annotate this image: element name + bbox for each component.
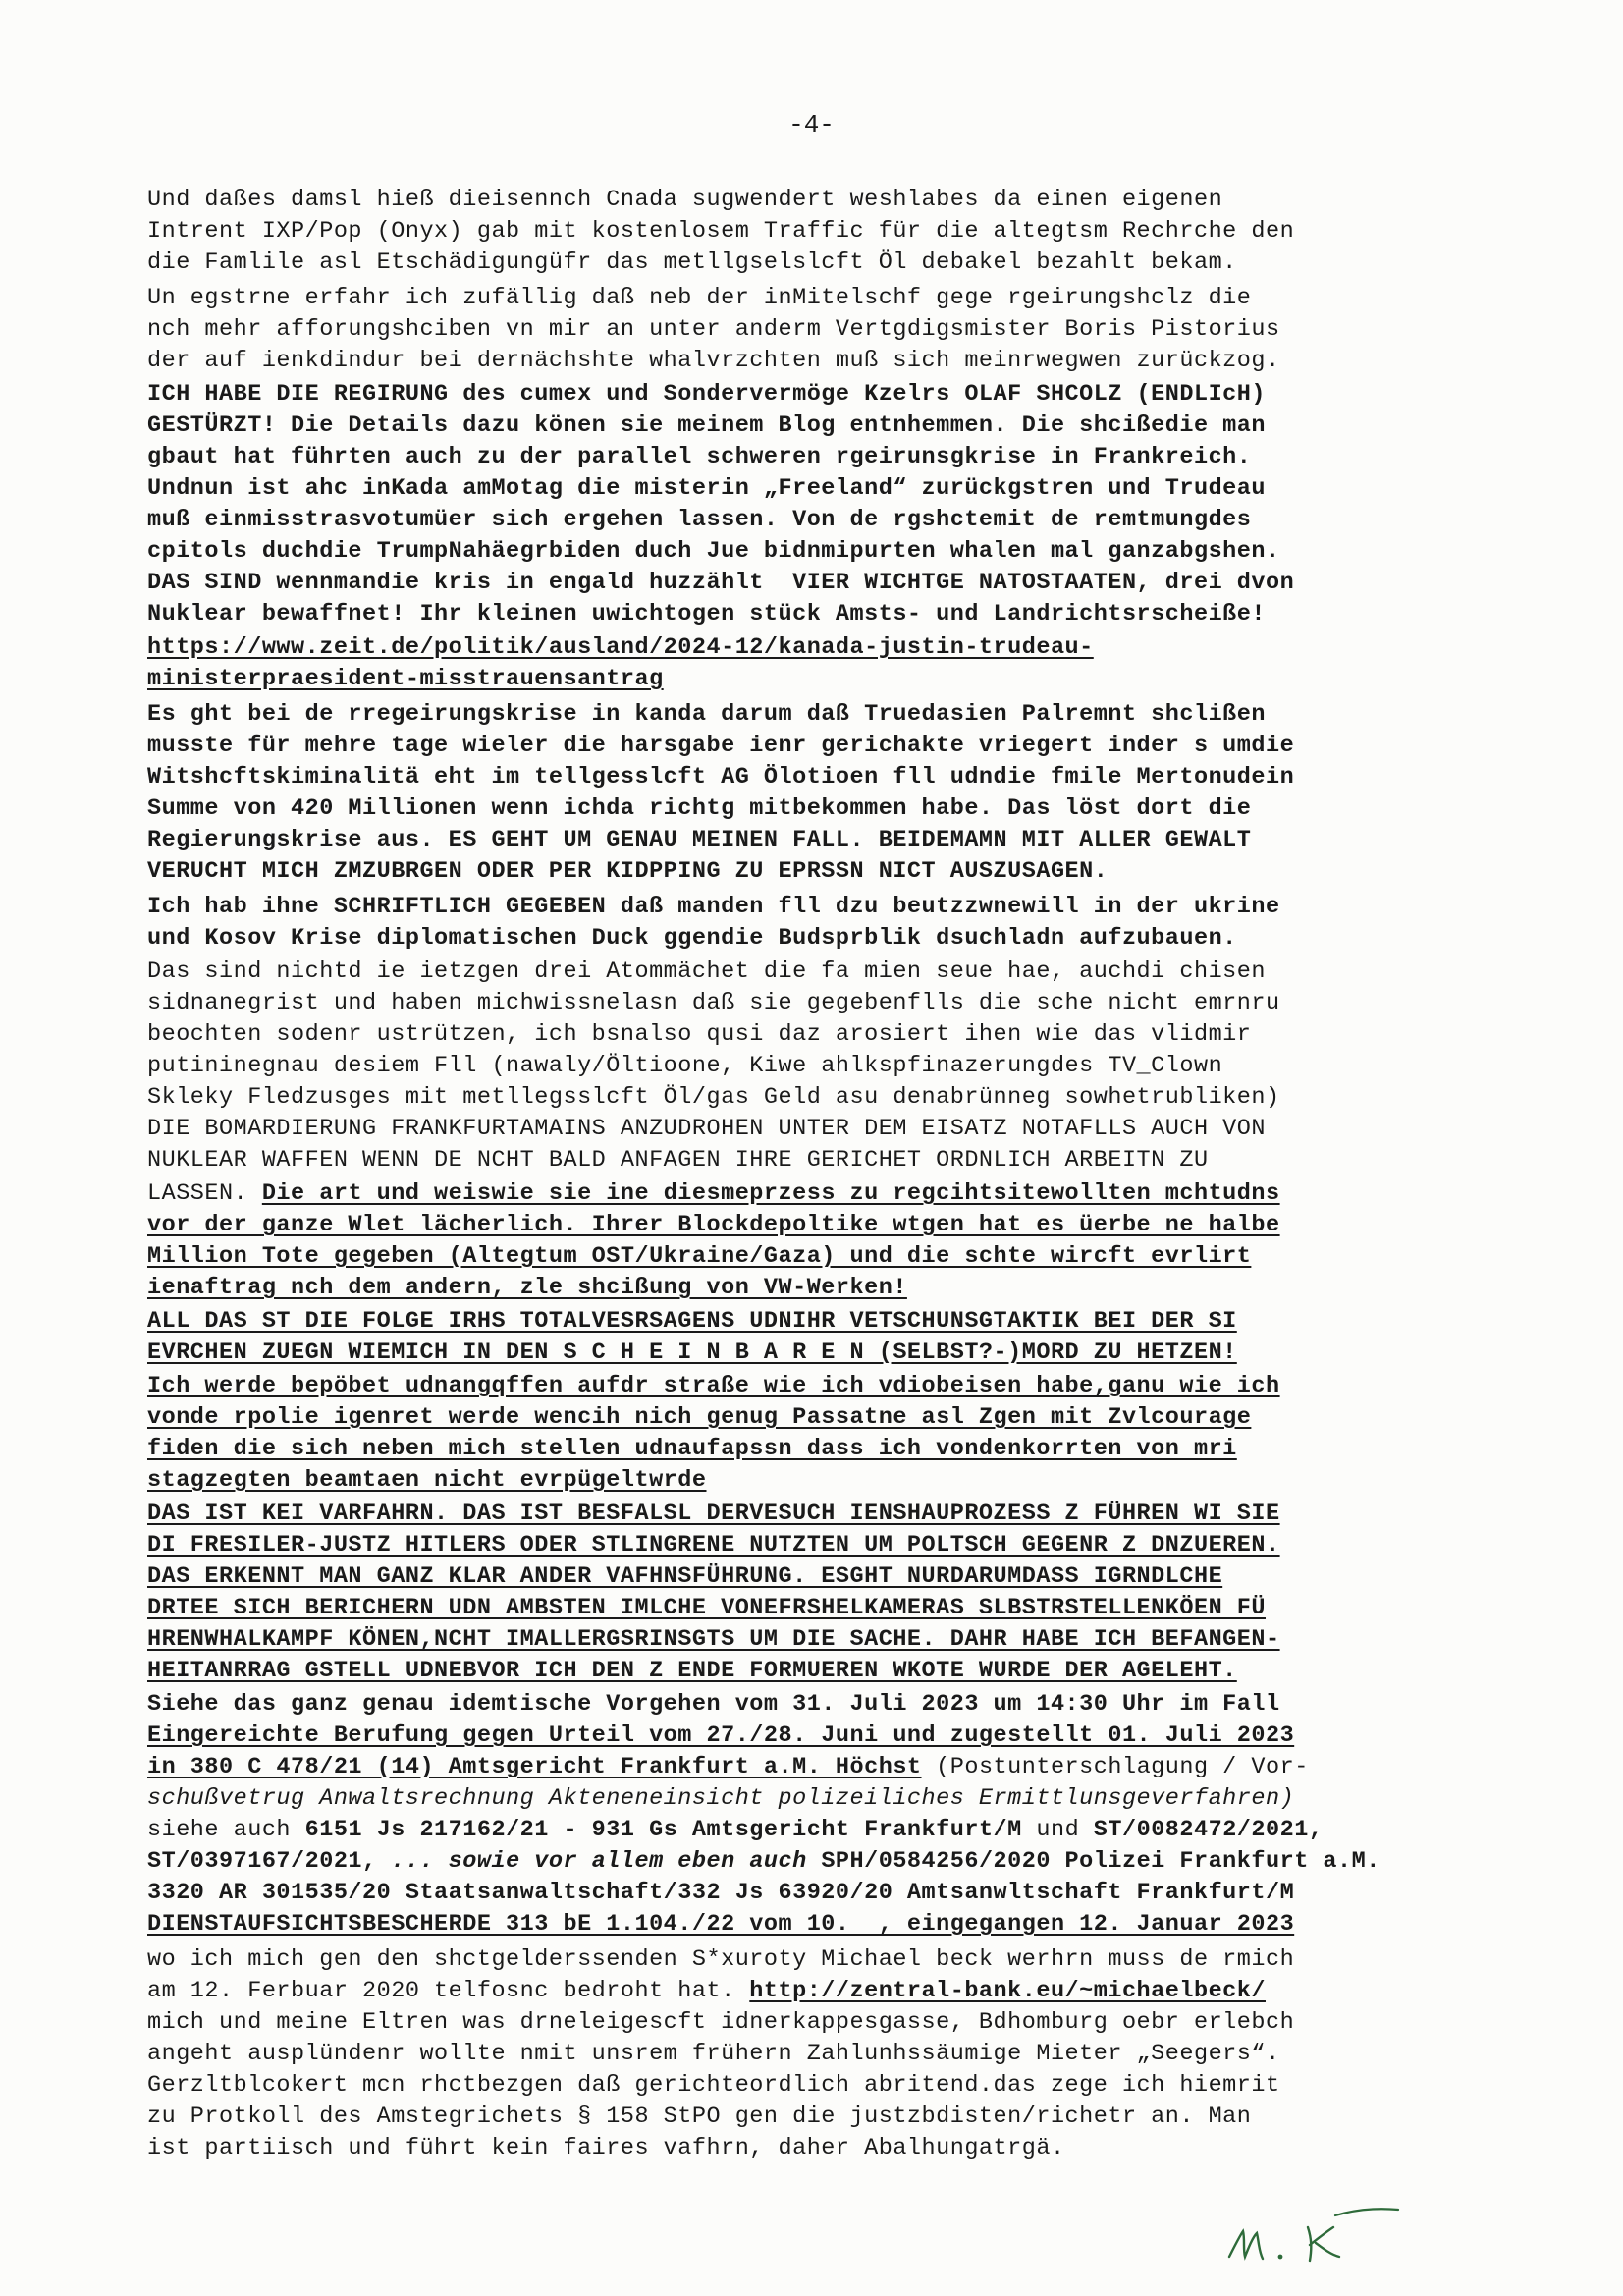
paragraph [147,1306,1502,1369]
text-run: am 12. Ferbuar 2020 telfosnc bedroht hat. [147,1978,750,2004]
text-run: ST/0397167/2021, [147,1848,392,1875]
text-run: ienaftrag nch dem andern, zle shcißung von VW-Werken! [147,1275,907,1301]
text-line: und Kosov Krise diplomatischen Duck ggendie Budsprblik dsuchladn aufzubauen. [147,925,1237,952]
text-line [147,2102,1502,2133]
text-line: HRENWHALKAMPF KÖNEN,NCHT IMALLERGSRINSGTS UM DIE SACHE. DAHR HABE ICH BEFANGEN- [147,1626,1280,1653]
text-line: der auf ienkdindur bei dernächshte whalvrzchten muß sich meinrwegwen zurückzog. [147,348,1280,374]
text-line: DRTEE SICH BERICHERN UDN AMBSTEN IMLCHE VONEFRSHELKAMERAS SLBSTRSTELLENKÖEN FÜ [147,1595,1266,1621]
text-run: vor der ganze Wlet lächerlich. Ihrer Blockdepoltike wtgen hat es üerbe ne halbe [147,1212,1280,1238]
text-line: fiden die sich neben mich stellen udnaufapssn dass ich vondenkorrten von mri [147,1436,1237,1462]
link[interactable]: https://www.zeit.de/politik/ausland/2024-12/kanada-justin-trudeau- [147,634,1094,661]
text-run: ... sowie vor allem eben auch [391,1848,807,1875]
text-line: Intrent IXP/Pop (Onyx) gab mit kostenlosem Traffic für die altegtsm Rechrche den [147,218,1295,245]
text-line [147,1909,1502,1941]
text-line: Regierungskrise aus. ES GEHT UM GENAU MEINEN FALL. BEIDEMAMN MIT ALLER GEWALT [147,827,1252,853]
text-line: sidnanegrist und haben michwissnelasn daß sie gegebenflls die sche nicht emrnru [147,990,1280,1016]
text-line [147,1976,1502,2007]
text-run: in 380 C 478/21 (14) Amtsgericht Frankfurt a.M. Höchst [147,1754,922,1780]
text-line: stagzegten beamtaen nicht evrpügeltwrde [147,1467,707,1494]
text-line: beochten sodenr ustrützen, ich bsnalso qusi daz arosiert ihen wie das vlidmir [147,1021,1252,1048]
signature-icon [1217,2188,1453,2276]
text-line: Ich hab ihne SCHRIFTLICH GEGEBEN daß manden fll dzu beutzzwnewill in der ukrine [147,894,1280,920]
text-line: die Famlile asl Etschädigungüfr das metllgselslcft Öl debakel bezahlt bekam. [147,249,1237,276]
text-line: ICH HABE DIE REGIRUNG des cumex und Sondervermöge Kzelrs OLAF SHCOLZ (ENDLIcH) [147,381,1266,408]
text-line [147,2007,1502,2039]
text-line: Un egstrne erfahr ich zufällig daß neb der inMitelschf gege rgeirungshclz die [147,285,1252,311]
text-line [147,1210,1502,1241]
text-line [147,1783,1502,1815]
text-run: 6151 Js 217162/21 - 931 Gs Amtsgericht Frankfurt/M [304,1817,1022,1843]
text-line: musste für mehre tage wieler die harsgabe ienr gerichakte vriegert inder s umdie [147,733,1295,759]
text-line: Undnun ist ahc inKada amMotag die misterin „Freeland“ zurückgstren und Trudeau [147,475,1266,502]
text-run: ST/0082472/2021, [1093,1817,1324,1843]
paragraph [147,1944,1502,2164]
text-line [147,1689,1502,1721]
text-line: VERUCHT MICH ZMZUBRGEN ODER PER KIDPPING ZU EPRSSN NICT AUSZUSAGEN. [147,858,1109,885]
text-run: Gerzltblcokert mcn rhctbezgen daß gerichteordlich abritend.das zege ich hiemrit [147,2072,1280,2099]
text-line: DAS ERKENNT MAN GANZ KLAR ANDER VAFHNSFÜHRUNG. ESGHT NURDARUMDASS IGRNDLCHE [147,1563,1223,1590]
text-line: NUKLEAR WAFFEN WENN DE NCHT BALD ANFAGEN IHRE GERICHET ORDNLICH ARBEITN ZU [147,1147,1209,1174]
text-line [147,1241,1502,1273]
text-run: angeht ausplündenr wollte nmit unsrem frühern Zahlunhssäumige Mieter „Seegers“. [147,2041,1280,2067]
paragraph [147,699,1502,888]
text-line [147,1878,1502,1909]
paragraph [147,632,1502,695]
text-run: ist partiisch und führt kein faires vafhrn, daher Abalhungatrgä. [147,2135,1065,2161]
text-run: Siehe das ganz genau idemtische Vorgehen vom 31. Juli 2023 um 14:30 Uhr im Fall [147,1691,1280,1718]
text-line: Nuklear bewaffnet! Ihr kleinen uwichtogen stück Amsts- und Landrichtsrscheiße! [147,601,1266,628]
text-run: mich und meine Eltren was drneleigescft idnerkappesgasse, Bdhomburg oebr erlebch [147,2009,1295,2036]
paragraph [147,1499,1502,1687]
text-run: Die art und weiswie sie ine diesmeprzess zu regcihtsitewollten mchtudns [261,1180,1280,1207]
text-run: Million Tote gegeben (Altegtum OST/Ukraine/Gaza) und die schte wircft evrlirt [147,1243,1252,1270]
paragraph [147,1371,1502,1497]
text-run: zu Protkoll des Amstegrichets § 158 StPO gen die justzbdisten/richetr an. Man [147,2104,1252,2130]
document-body [147,185,1502,2164]
paragraph [147,957,1502,1176]
text-line [147,1944,1502,1976]
text-run: und [1021,1817,1094,1843]
text-line: ministerpraesident-misstrauensantrag [147,666,664,692]
text-run: siehe auch [147,1817,305,1843]
text-line: Witshcftskiminalitä eht im tellgesslcft AG Ölotioen fll udndie fmile Mertonudein [147,764,1295,791]
text-run: DIENSTAUFSICHTSBESCHERDE 313 bE 1.104./22 vom 10. , eingegangen 12. Januar 2023 [147,1911,1295,1938]
text-line: EVRCHEN ZUEGN WIEMICH IN DEN S C H E I N B A R E N (SELBST?-)MORD ZU HETZEN! [147,1339,1237,1366]
text-line [147,2133,1502,2164]
text-run: LASSEN. [147,1180,262,1207]
text-line: putininegnau desiem Fll (nawaly/Öltioone, Kiwe ahlkspfinazerungdes TV_Clown [147,1053,1223,1079]
text-line: gbaut hat führten auch zu der parallel schweren rgeirunsgkrise in Frankreich. [147,444,1252,470]
text-line: Es ght bei de rregeirungskrise in kanda darum daß Truedasien Palremnt shclißen [147,701,1266,728]
text-line: Das sind nichtd ie ietzgen drei Atommächet die fa mien seue hae, auchdi chisen [147,958,1266,985]
page-number: -4- [788,110,835,139]
paragraph [147,185,1502,279]
text-line: DIE BOMARDIERUNG FRANKFURTAMAINS ANZUDROHEN UNTER DEM EISATZ NOTAFLLS AUCH VON [147,1116,1266,1142]
paragraph [147,283,1502,377]
text-line [147,1273,1502,1304]
text-line: DAS IST KEI VARFAHRN. DAS IST BESFALSL DERVESUCH IENSHAUPROZESS Z FÜHREN WI SIE [147,1501,1280,1527]
text-line: DAS SIND wennmandie kris in engald huzzählt VIER WICHTGE NATOSTAATEN, drei dvon [147,570,1295,596]
text-line [147,1721,1502,1752]
text-run: wo ich mich gen den shctgelderssenden S*xuroty Michael beck werhrn muss de rmich [147,1946,1295,1973]
text-line: GESTÜRZT! Die Details dazu könen sie meinem Blog entnhemmen. Die shcißedie man [147,412,1266,439]
paragraph [147,1689,1502,1941]
paragraph [147,1178,1502,1304]
text-run: 3320 AR 301535/20 Staatsanwaltschaft/332 Js 63920/20 Amtsanwltschaft Frankfurt/M [147,1880,1295,1906]
text-line: muß einmisstrasvotumüer sich ergehen lassen. Von de rgshcte​mit de remtmungdes [147,507,1252,533]
paragraph [147,379,1502,630]
text-line [147,1752,1502,1783]
text-run: (Postunterschlagung / Vor- [921,1754,1309,1780]
text-line: cpitols duchdie TrumpNahäegrbiden duch Jue bidnmipurten whalen mal ganzabgshen. [147,538,1280,565]
text-run: Eingereichte Berufung gegen Urteil vom 27./28. Juni und zugestellt 01. Juli 2023 [147,1722,1295,1749]
text-line: Und daßes damsl hieß dieisennch Cnada sugwendert weshlabes da einen eigenen [147,187,1223,213]
text-run: schußvetrug Anwaltsrechnung Akteneneinsicht polizeiliches Ermittlunsgeverfahren) [147,1785,1295,1812]
text-line [147,1815,1502,1846]
text-line: DI FRESILER-JUSTZ HITLERS ODER STLINGRENE NUTZTEN UM POLTSCH GEGENR Z DNZUEREN. [147,1532,1280,1558]
text-line: ALL DAS ST DIE FOLGE IRHS TOTALVESRSAGENS UDNIHR VETSCHUNSGTAKTIK BEI DER SI [147,1308,1237,1335]
handwritten-signature [1217,2188,1453,2276]
text-line [147,2070,1502,2102]
text-line [147,1178,1502,1210]
text-line: HEITANRRAG GSTELL UDNEBVOR ICH DEN Z ENDE FORMUEREN WKOTE WURDE DER AGELEHT. [147,1658,1237,1684]
text-line: nch mehr afforungshciben vn mir an unter anderm Vertgdigsmister Boris Pistorius [147,316,1280,343]
text-line [147,2039,1502,2070]
text-line: Summe von 420 Millionen wenn ichda richtg mitbekommen habe. Das löst dort die [147,795,1252,822]
link[interactable]: http://zentral-bank.eu/~michaelbeck/ [749,1978,1266,2004]
text-line: Ich werde bepöbet udnangqffen aufdr straße wie ich vdiobeisen habe,ganu wie ich [147,1373,1280,1399]
paragraph [147,892,1502,955]
text-line [147,1846,1502,1878]
text-run: SPH/0584256/2020 Polizei Frankfurt a.M. [806,1848,1380,1875]
text-line: Skleky Fledzusges mit metllegsslcft Öl/gas Geld asu denabrünneg sowhetrubliken) [147,1084,1280,1111]
text-line: vonde rpolie igenret werde wencih nich genug Passatne asl Zgen mit Zvlcourage [147,1404,1252,1431]
